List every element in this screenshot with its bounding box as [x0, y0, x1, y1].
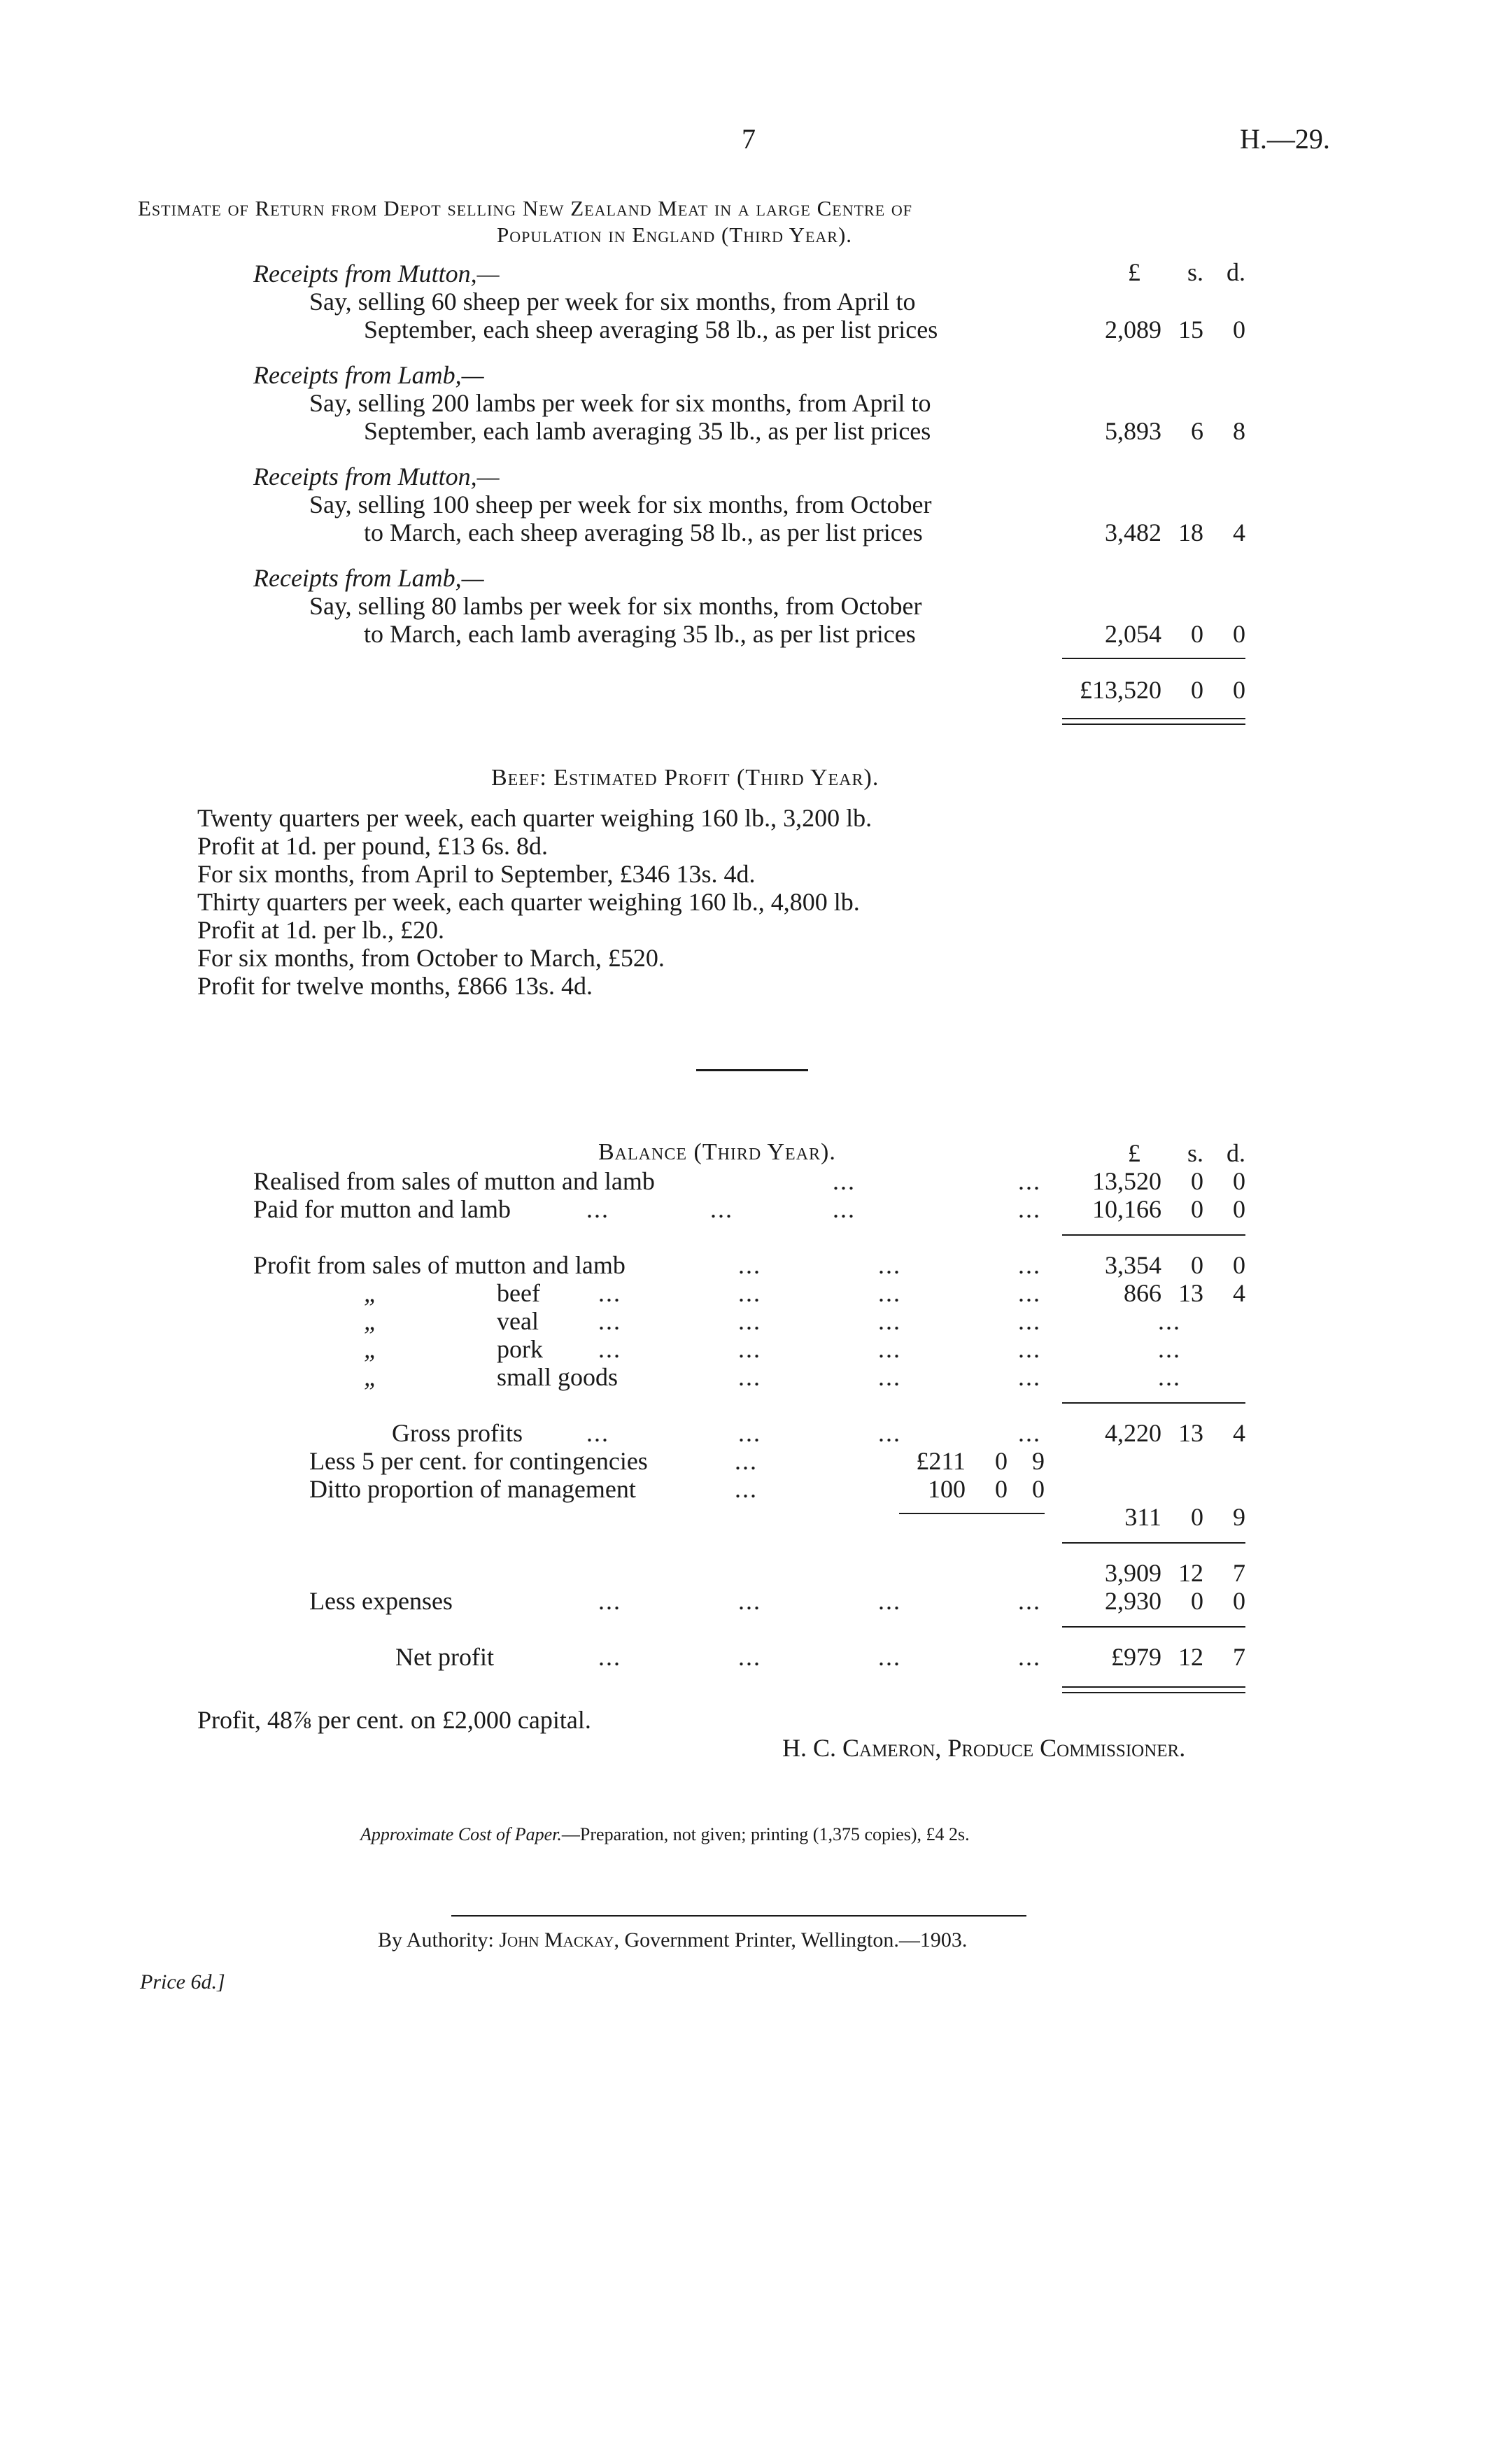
gross-pounds: 4,220	[1105, 1419, 1161, 1447]
small-goods-rule	[1062, 1402, 1245, 1404]
estimate-col-shillings: s.	[1187, 258, 1203, 286]
estimate-item-shillings: 0	[1191, 620, 1203, 648]
net-label: Net profit	[395, 1643, 494, 1671]
signature: H. C. Cameron, Produce Commissioner.	[782, 1734, 1186, 1762]
paid-shillings: 0	[1191, 1195, 1203, 1223]
beef-line: Profit at 1d. per pound, £13 6s. 8d.	[197, 832, 548, 860]
estimate-col-pence: d.	[1227, 258, 1245, 286]
realised-pounds: 13,520	[1092, 1167, 1161, 1195]
contingencies-shillings: 0	[995, 1447, 1008, 1475]
estimate-item-pence: 4	[1233, 518, 1245, 546]
profit-label: Profit from sales of mutton and lamb	[253, 1251, 626, 1279]
beef-row-pounds: 866	[1124, 1279, 1161, 1307]
paid-label: Paid for mutton and lamb	[253, 1195, 511, 1223]
beef-line: Profit for twelve months, £866 13s. 4d.	[197, 972, 593, 1000]
cost-note-label: Approximate Cost of Paper.	[360, 1824, 562, 1844]
leader-dots: ...	[1018, 1195, 1041, 1223]
gross-shillings: 13	[1178, 1419, 1203, 1447]
expenses-pounds: 2,930	[1105, 1587, 1161, 1615]
beef-title: Beef: Estimated Profit (Third Year).	[491, 765, 879, 791]
net-shillings: 12	[1178, 1643, 1203, 1671]
leader-dots: ...	[738, 1251, 761, 1279]
net-double-rule-top	[1062, 1686, 1245, 1688]
estimate-item-heading: Receipts from Mutton,—	[253, 463, 500, 491]
estimate-col-pounds: £	[1128, 258, 1140, 286]
leader-dots: ...	[878, 1307, 901, 1335]
profit-shillings: 0	[1191, 1251, 1203, 1279]
authority-prefix: By Authority:	[378, 1928, 494, 1952]
estimate-item-pounds: 2,054	[1105, 620, 1161, 648]
leader-dots: ...	[1018, 1279, 1041, 1307]
subtotal-pence: 7	[1233, 1559, 1245, 1587]
deductions-pence: 9	[1233, 1503, 1245, 1531]
contingencies-pence: 9	[1032, 1447, 1045, 1475]
leader-dots: ...	[735, 1447, 758, 1475]
balance-title: Balance (Third Year).	[598, 1139, 836, 1165]
ditto-mark: „	[364, 1279, 379, 1307]
leader-dots: ...	[598, 1279, 621, 1307]
net-pence: 7	[1233, 1643, 1245, 1671]
leader-dots: ...	[738, 1307, 761, 1335]
subtotal-pounds: 3,909	[1105, 1559, 1161, 1587]
page-number: 7	[742, 123, 756, 155]
leader-dots: ...	[833, 1195, 856, 1223]
leader-dots: ...	[738, 1363, 761, 1391]
beef-line: For six months, from October to March, £520.	[197, 944, 665, 972]
cost-note-text: —Preparation, not given; printing (1,375 copies), £4 2s.	[561, 1824, 970, 1844]
beef-line: For six months, from April to September, £346 13s. 4d.	[197, 860, 756, 888]
estimate-item-line1: Say, selling 100 sheep per week for six months, from October	[309, 491, 932, 518]
leader-dots: ...	[738, 1279, 761, 1307]
leader-dots: ...	[1018, 1307, 1041, 1335]
estimate-title-line2: Population in England (Third Year).	[497, 223, 853, 247]
estimate-total-double-rule-bottom	[1062, 724, 1245, 725]
estimate-item-line1: Say, selling 60 sheep per week for six months, from April to	[309, 288, 916, 316]
price-note: Price 6d.]	[140, 1970, 225, 1993]
section-divider	[696, 1069, 808, 1071]
estimate-item-pence: 8	[1233, 417, 1245, 445]
ditto-mark: „	[364, 1335, 379, 1363]
management-pounds: 100	[928, 1475, 966, 1503]
leader-dots: ...	[878, 1279, 901, 1307]
leader-dots: ...	[1018, 1587, 1041, 1615]
leader-dots: ...	[1018, 1419, 1041, 1447]
small-goods-row-label: small goods	[497, 1363, 619, 1391]
subtotal-shillings: 12	[1178, 1559, 1203, 1587]
leader-dots: ...	[1018, 1643, 1041, 1671]
estimate-item-line1: Say, selling 80 lambs per week for six months, from October	[309, 592, 922, 620]
estimate-total-pence: 0	[1233, 676, 1245, 704]
leader-dots: ...	[738, 1587, 761, 1615]
deductions-shillings: 0	[1191, 1503, 1203, 1531]
realised-shillings: 0	[1191, 1167, 1203, 1195]
estimate-item-shillings: 15	[1178, 316, 1203, 344]
balance-col-pounds: £	[1128, 1139, 1140, 1167]
net-double-rule-bottom	[1062, 1692, 1245, 1693]
leader-dots: ...	[738, 1419, 761, 1447]
estimate-title-line1: Estimate of Return from Depot selling New Zealand Meat in a large Centre of	[138, 196, 913, 220]
leader-dots: ...	[738, 1643, 761, 1671]
estimate-item-line2: to March, each sheep averaging 58 lb., as per list prices	[364, 518, 923, 546]
contingencies-label: Less 5 per cent. for contingencies	[309, 1447, 648, 1475]
beef-row-shillings: 13	[1178, 1279, 1203, 1307]
leader-dots: ...	[586, 1195, 609, 1223]
estimate-item-shillings: 6	[1191, 417, 1203, 445]
gross-label: Gross profits	[392, 1419, 523, 1447]
expenses-shillings: 0	[1191, 1587, 1203, 1615]
beef-row-pence: 4	[1233, 1279, 1245, 1307]
deductions-total-rule	[1062, 1542, 1245, 1544]
deductions-pounds: 311	[1124, 1503, 1161, 1531]
balance-col-shillings: s.	[1187, 1139, 1203, 1167]
leader-dots: ...	[878, 1643, 901, 1671]
pork-row-label: pork	[497, 1335, 543, 1363]
contingencies-pounds: £211	[916, 1447, 966, 1475]
document-reference: H.—29.	[1240, 123, 1330, 155]
profit-pounds: 3,354	[1105, 1251, 1161, 1279]
authority-rule	[451, 1915, 1026, 1917]
leader-dots: ...	[878, 1335, 901, 1363]
authority-name: John Mackay,	[499, 1928, 619, 1952]
authority-suffix: Government Printer, Wellington.—1903.	[624, 1928, 968, 1952]
estimate-item-pounds: 3,482	[1105, 518, 1161, 546]
gross-pence: 4	[1233, 1419, 1245, 1447]
leader-dots: ...	[735, 1475, 758, 1503]
cost-note	[360, 1823, 970, 1846]
estimate-total-shillings: 0	[1191, 676, 1203, 704]
estimate-total-pounds: £13,520	[1080, 676, 1161, 704]
veal-row-nil: ...	[1158, 1307, 1181, 1335]
management-pence: 0	[1032, 1475, 1045, 1503]
balance-col-pence: d.	[1227, 1139, 1245, 1167]
leader-dots: ...	[598, 1335, 621, 1363]
estimate-item-heading: Receipts from Lamb,—	[253, 564, 484, 592]
paid-rule	[1062, 1234, 1245, 1236]
management-label: Ditto proportion of management	[309, 1475, 636, 1503]
leader-dots: ...	[598, 1587, 621, 1615]
beef-line: Thirty quarters per week, each quarter weighing 160 lb., 4,800 lb.	[197, 888, 860, 916]
leader-dots: ...	[878, 1363, 901, 1391]
estimate-item-heading: Receipts from Mutton,—	[253, 260, 500, 288]
estimate-item-pounds: 2,089	[1105, 316, 1161, 344]
paid-pence: 0	[1233, 1195, 1245, 1223]
veal-row-label: veal	[497, 1307, 539, 1335]
profit-pence: 0	[1233, 1251, 1245, 1279]
estimate-item-heading: Receipts from Lamb,—	[253, 361, 484, 389]
leader-dots: ...	[586, 1419, 609, 1447]
net-pounds: £979	[1111, 1643, 1161, 1671]
profit-percent-note: Profit, 48⅞ per cent. on £2,000 capital.	[197, 1706, 591, 1734]
deductions-rule	[899, 1513, 1045, 1514]
leader-dots: ...	[598, 1643, 621, 1671]
beef-line: Twenty quarters per week, each quarter weighing 160 lb., 3,200 lb.	[197, 804, 872, 832]
ditto-mark: „	[364, 1363, 379, 1391]
expenses-label: Less expenses	[309, 1587, 453, 1615]
estimate-item-pounds: 5,893	[1105, 417, 1161, 445]
leader-dots: ...	[1018, 1335, 1041, 1363]
authority-line	[378, 1928, 967, 1953]
pork-row-nil: ...	[1158, 1335, 1181, 1363]
estimate-item-line1: Say, selling 200 lambs per week for six months, from April to	[309, 389, 931, 417]
estimate-total-double-rule-top	[1062, 718, 1245, 719]
estimate-item-line2: September, each lamb averaging 35 lb., as per list prices	[364, 417, 931, 445]
management-shillings: 0	[995, 1475, 1008, 1503]
leader-dots: ...	[878, 1587, 901, 1615]
leader-dots: ...	[878, 1251, 901, 1279]
estimate-item-pence: 0	[1233, 620, 1245, 648]
leader-dots: ...	[1018, 1251, 1041, 1279]
leader-dots: ...	[738, 1335, 761, 1363]
realised-pence: 0	[1233, 1167, 1245, 1195]
leader-dots: ...	[833, 1167, 856, 1195]
beef-row-label: beef	[497, 1279, 540, 1307]
estimate-item-pence: 0	[1233, 316, 1245, 344]
expenses-pence: 0	[1233, 1587, 1245, 1615]
estimate-item-shillings: 18	[1178, 518, 1203, 546]
leader-dots: ...	[710, 1195, 733, 1223]
paid-pounds: 10,166	[1092, 1195, 1161, 1223]
leader-dots: ...	[598, 1307, 621, 1335]
leader-dots: ...	[1018, 1363, 1041, 1391]
small-goods-row-nil: ...	[1158, 1363, 1181, 1391]
beef-line: Profit at 1d. per lb., £20.	[197, 916, 444, 944]
realised-label: Realised from sales of mutton and lamb	[253, 1167, 655, 1195]
estimate-subtotal-rule	[1062, 658, 1245, 659]
leader-dots: ...	[878, 1419, 901, 1447]
ditto-mark: „	[364, 1307, 379, 1335]
estimate-item-line2: September, each sheep averaging 58 lb., as per list prices	[364, 316, 938, 344]
expenses-rule	[1062, 1626, 1245, 1628]
leader-dots: ...	[1018, 1167, 1041, 1195]
estimate-item-line2: to March, each lamb averaging 35 lb., as per list prices	[364, 620, 916, 648]
